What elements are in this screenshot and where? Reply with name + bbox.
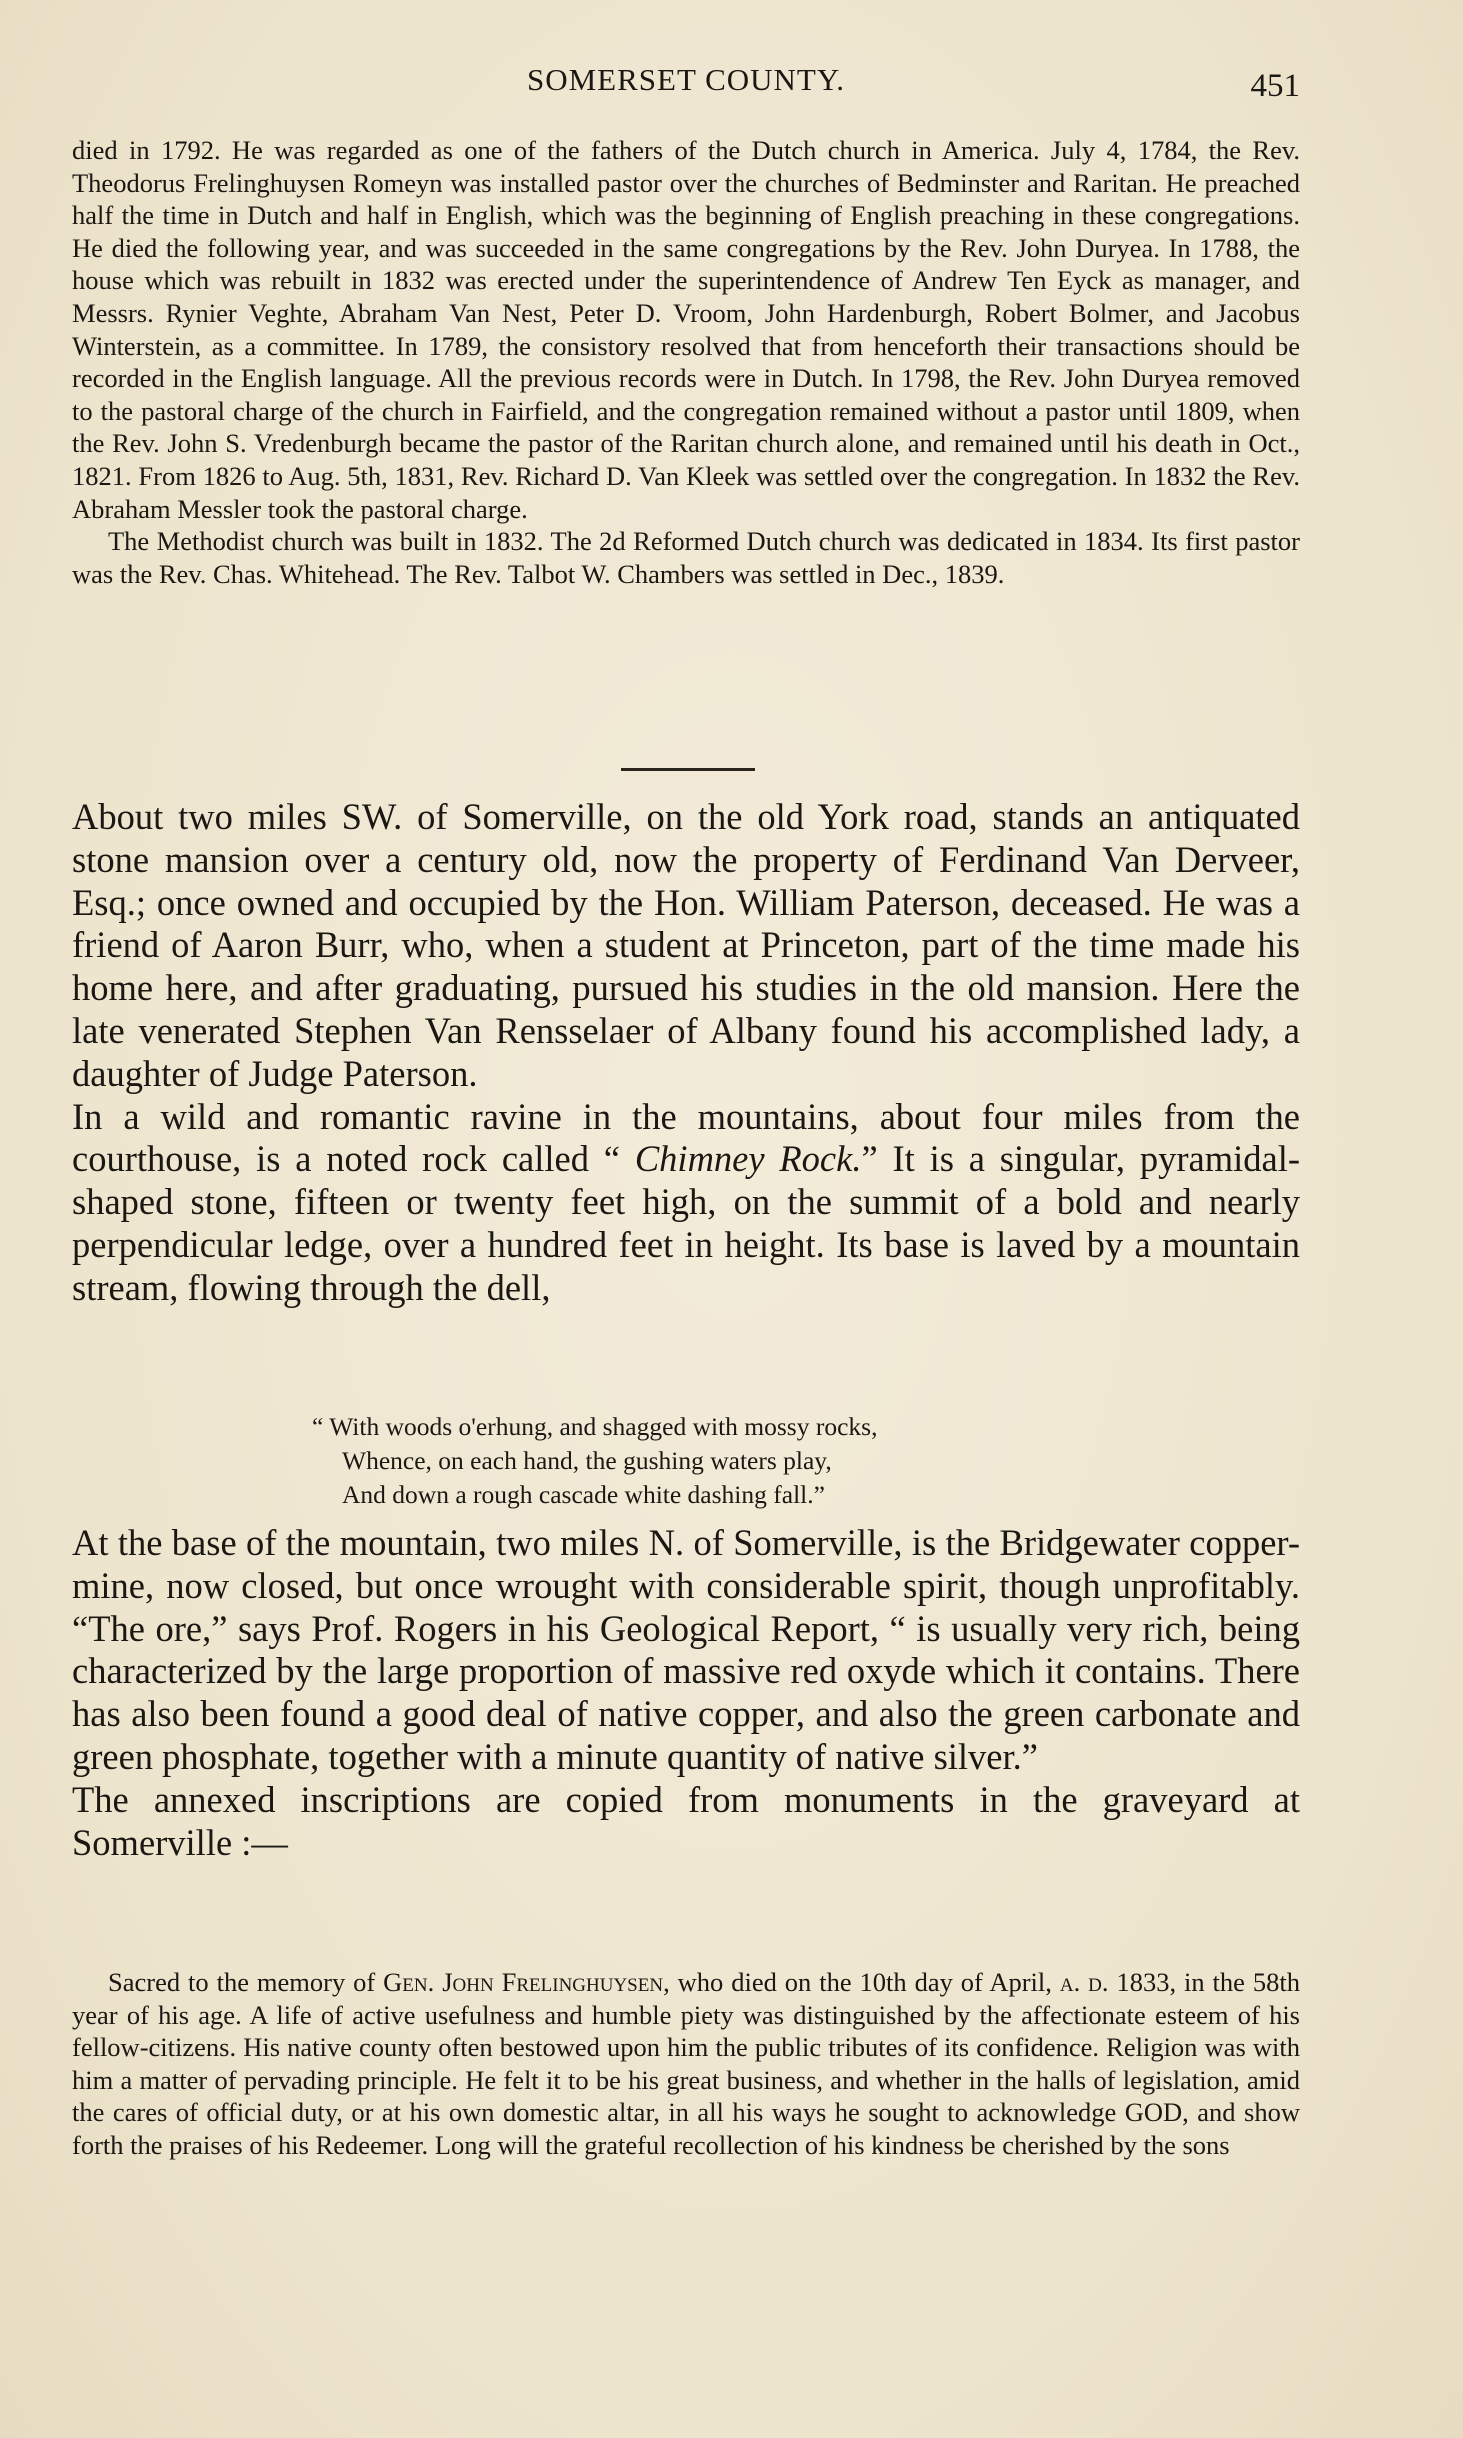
main-text-upper bbox=[72, 796, 1300, 1310]
running-title: SOMERSET COUNTY. bbox=[526, 62, 846, 97]
inscription-lead: Sacred to the memory of bbox=[108, 1967, 384, 1997]
inscription-section bbox=[72, 1966, 1300, 2162]
paterson-mansion-paragraph: About two miles SW. of Somerville, on the old York road, stands an antiquated stone mansion over a century old, now the property of Ferdinand Van Derveer, Esq.; once owned and occupied by the Hon. William Paterson, deceased. He was a friend of Aaron Burr, who, when a student at Princeton, part of the time made his home here, and after graduating, pursued his studies in the old mansion. Here the late venerated Stephen Van Rensselaer of Albany found his accomplished lady, a daughter of Judge Paterson. bbox=[72, 796, 1300, 1094]
chimney-rock-text-end: ” It is a singular, pyramidal-shaped stone, fifteen or twenty feet high, on the summit of a bold and nearly perpendicular ledge, over a hundred feet in height. Its base is laved by a mountain stream, flowing through the dell, bbox=[72, 1138, 1300, 1308]
inscription-name: Gen. John Frelinghuysen bbox=[383, 1967, 664, 1997]
chimney-rock-paragraph bbox=[72, 1096, 1300, 1310]
poem-line: “ With woods o'erhung, and shagged with mossy rocks, bbox=[312, 1412, 878, 1441]
church-history-section bbox=[72, 134, 1300, 590]
copper-mine-paragraph: At the base of the mountain, two miles N. of Somerville, is the Bridgewater copper-mine, now closed, but once wrought with considerable spirit, though unprofitably. “The ore,” says Prof. Rogers in his Geological Report, “ is usually very rich, being characterized by the large proportion of massive red oxyde which it contains. There has also been found a good deal of native copper, and also the green carbonate and green phosphate, together with a minute quantity of native silver.” bbox=[72, 1522, 1300, 1777]
inscription-era: a. d. bbox=[1059, 1967, 1109, 1997]
main-text-lower bbox=[72, 1522, 1300, 1864]
poem-line: Whence, on each hand, the gushing waters play, bbox=[342, 1446, 832, 1475]
church-history-paragraph: died in 1792. He was regarded as one of the fathers of the Dutch church in America. July 4, 1784, the Rev. Theodorus Frelinghuysen Romeyn was installed pastor over the churches of Bedminster and Raritan. He preached half the time in Dutch and half in English, which was the beginning of English preaching in these congregations. He died the following year, and was succeeded in the same congregations by the Rev. John Duryea. In 1788, the house which was rebuilt in 1832 was erected under the superintendence of Andrew Ten Eyck as manager, and Messrs. Rynier Veghte, Abraham Van Nest, Peter D. Vroom, John Hardenburgh, Robert Bolmer, and Jacobus Winterstein, as a committee. In 1789, the consistory resolved that from henceforth their transactions should be recorded in the English language. All the previous records were in Dutch. In 1798, the Rev. John Duryea removed to the pastoral charge of the church in Fairfield, and the congregation remained without a pastor until 1809, when the Rev. John S. Vredenburgh became the pastor of the Raritan church alone, and remained until his death in Oct., 1821. From 1826 to Aug. 5th, 1831, Rev. Richard D. Van Kleek was settled over the congregation. In 1832 the Rev. Abraham Messler took the pastoral charge. bbox=[72, 135, 1300, 524]
inscription-body: 1833, in the 58th year of his age. A life of active usefulness and humble piety was distinguished by the affectionate esteem of his fellow-citizens. His native county often bestowed upon him the public tributes of its confidence. Religion was with him a matter of pervading principle. He felt it to be his great business, and whether in the halls of legislation, amid the cares of official duty, or at his own domestic altar, in all his ways he sought to acknowledge GOD, and show forth the praises of his Redeemer. Long will the grateful recollection of his kindness be cherished by the sons bbox=[72, 1967, 1300, 2160]
inscriptions-intro-paragraph: The annexed inscriptions are copied from monuments in the graveyard at Somerville :— bbox=[72, 1778, 1300, 1863]
section-divider bbox=[621, 768, 755, 771]
methodist-church-paragraph: The Methodist church was built in 1832. The 2d Reformed Dutch church was dedicated in 1834. Its first pastor was the Rev. Chas. Whitehead. The Rev. Talbot W. Chambers was settled in Dec., 1839. bbox=[72, 526, 1300, 589]
inscription-date-text: , who died on the 10th day of April, bbox=[663, 1967, 1060, 1997]
poem-quote bbox=[312, 1410, 1212, 1512]
frelinghuysen-inscription bbox=[72, 1966, 1300, 2162]
chimney-rock-text-start: In a wild and romantic ravine in the mountains, about four miles from the courthouse, is a noted rock called “ bbox=[72, 1095, 1300, 1180]
page-number: 451 bbox=[1250, 68, 1300, 104]
chimney-rock-name: Chimney Rock. bbox=[634, 1138, 862, 1180]
page-header bbox=[72, 58, 1300, 108]
poem-line: And down a rough cascade white dashing fall.” bbox=[342, 1480, 825, 1509]
